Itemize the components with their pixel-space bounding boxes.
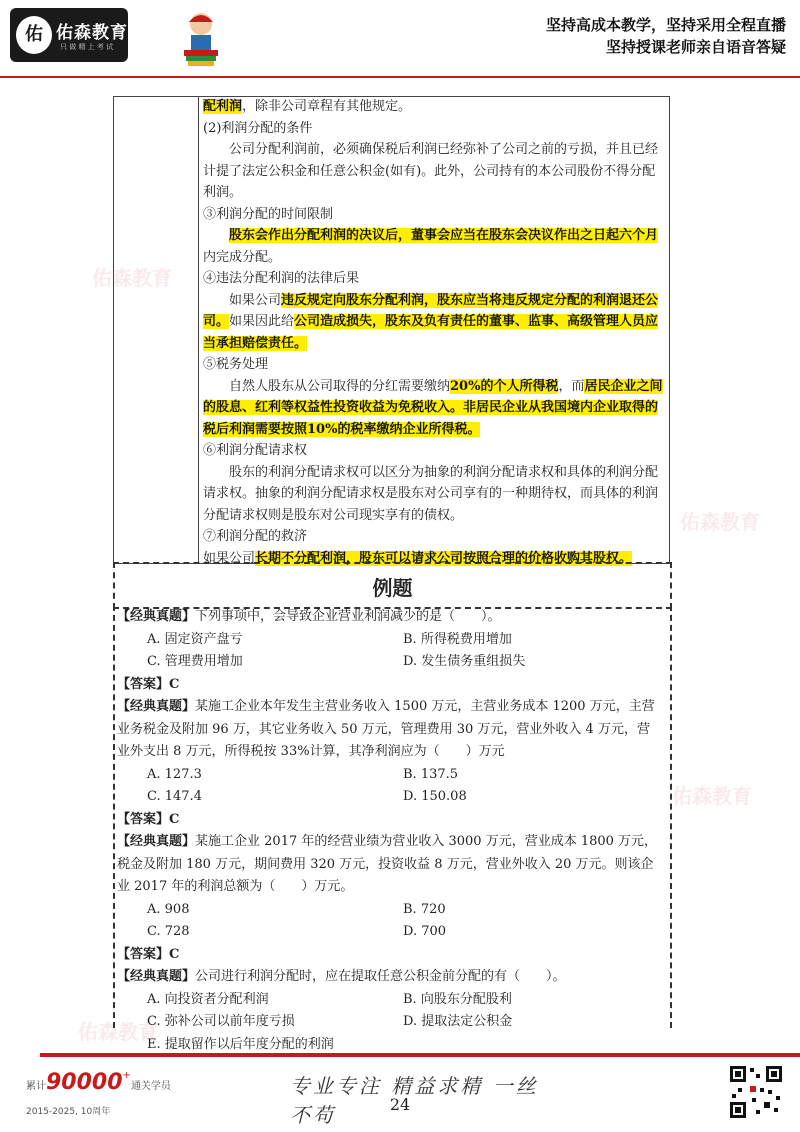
mascot-icon <box>178 8 224 68</box>
highlight: 配利润 <box>203 99 243 114</box>
section-text: 股东会作出分配利润的决议后，董事会应当在股东会决议作出之日起六个月内完成分配。 <box>203 228 659 265</box>
question-tag: 【经典真题】 <box>117 834 196 849</box>
option: C. 147.4 <box>147 789 202 804</box>
section-text: 股东的利润分配请求权可以区分为抽象的利润分配请求权和具体的利润分配请求权。抽象的利润分配请求权是股东对公司享有的一种期待权，而具体的利润分配请求权则是股东对公司现实享有的债权。 <box>203 464 659 523</box>
option: B. 137.5 <box>403 766 459 782</box>
option: A. 固定资产盘亏 <box>147 631 243 647</box>
question <box>117 696 662 764</box>
section-title: (2)利润分配的条件 <box>203 120 313 136</box>
footer-stat: 累计90000+通关学员 <box>26 1070 171 1095</box>
option: C. 弥补公司以前年度亏损 <box>147 1014 295 1029</box>
option: B. 所得税费用增加 <box>403 631 512 647</box>
options-row <box>117 921 662 944</box>
logo-tagline: 只 做 精 上 考 试 <box>60 43 114 51</box>
section-text: 如果公司违反规定向股东分配利润，股东应当将违反规定分配的利润退还公司。如果因此给公司造成损失，股东及负有责任的董事、监事、高级管理人员应当承担赔偿责任。 <box>203 292 659 351</box>
option: A. 向投资者分配利润 <box>147 991 269 1007</box>
logo-name: 佑森教育 <box>56 23 128 43</box>
option: A. 127.3 <box>147 766 202 782</box>
slogan-line-2: 坚持授课老师亲自语音答疑 <box>605 38 786 56</box>
section-text: 公司分配利润前，必须确保税后利润已经弥补了公司之前的亏损，并且已经计提了法定公积金和任意公积金(如有)。此外，公司持有的本公司股份不得分配利润。 <box>203 142 659 200</box>
options-row <box>117 629 662 652</box>
brand-logo <box>10 8 128 62</box>
watermark: 佑森教育 <box>78 1020 158 1044</box>
answer: 【答案】C <box>117 946 180 962</box>
option: B. 向股东分配股利 <box>403 991 512 1007</box>
section-title: ⑤税务处理 <box>203 357 269 372</box>
option: D. 发生债务重组损失 <box>403 654 526 669</box>
question-tag: 【经典真题】 <box>117 609 196 624</box>
section-title: ④违法分配利润的法律后果 <box>203 271 360 286</box>
example-title: 例题 <box>372 576 413 600</box>
answer: 【答案】C <box>117 811 180 827</box>
header-divider <box>0 76 800 78</box>
question <box>117 606 662 629</box>
options-row <box>117 989 662 1012</box>
page-header <box>0 0 800 78</box>
question-stem: 公司进行利润分配时，应在提取任意公积金前分配的有（ ）。 <box>195 969 566 984</box>
option: E. 提取留作以后年度分配的利润 <box>147 1036 334 1052</box>
options-row <box>117 651 662 674</box>
slogan <box>546 14 786 58</box>
slogan-line-1: 坚持高成本教学，坚持采用全程直播 <box>545 16 786 34</box>
option: C. 728 <box>147 924 190 939</box>
option: A. 908 <box>147 901 190 917</box>
option: B. 720 <box>403 901 446 917</box>
answer: 【答案】C <box>117 676 180 692</box>
option: C. 管理费用增加 <box>147 654 243 669</box>
section-text: 如果公司长期不分配利润，股东可以请求公司按照合理的价格收购其股权。 <box>203 550 633 566</box>
section-title: ⑥利润分配请求权 <box>203 443 308 458</box>
qr-code-icon <box>728 1064 784 1120</box>
logo-mark-icon: 佑 <box>16 16 52 54</box>
question-tag: 【经典真题】 <box>117 699 196 714</box>
content-line: 配利润，除非公司章程有其他规定。 <box>203 99 412 114</box>
options-row <box>117 764 662 787</box>
question-tag: 【经典真题】 <box>117 969 196 984</box>
questions-list <box>117 606 662 1056</box>
question <box>117 831 662 899</box>
option: D. 150.08 <box>403 789 467 804</box>
watermark: 佑森教育 <box>680 510 760 534</box>
footer-years: 2015-2025, 10周年 <box>26 1107 111 1117</box>
footer-motto: 专业专注 精益求精 一丝不苟 <box>290 1074 539 1127</box>
content-body <box>203 96 665 569</box>
table-column-divider <box>198 97 199 563</box>
section-text: 自然人股东从公司取得的分红需要缴纳20%的个人所得税，而居民企业之间的股息、红利等权益性投资收益为免税收入。非居民企业从我国境内企业取得的税后利润需要按照10%的税率缴纳企业所得税。 <box>203 378 663 437</box>
watermark: 佑森教育 <box>672 784 752 808</box>
options-row <box>117 1011 662 1034</box>
stat-number: 90000 <box>46 1070 123 1095</box>
question-stem: 某施工企业 2017 年的经营业绩为营业收入 3000 万元，营业成本 1800 万元，税金及附加 180 万元，期间费用 320 万元，投资收益 8 万元，营业外收入 20 万元。则该企业 2017 年的利润总额为（ ）万元。 <box>117 834 658 894</box>
option: D. 提取法定公积金 <box>403 1014 513 1029</box>
question <box>117 966 662 989</box>
section-title: ⑦利润分配的救济 <box>203 529 308 544</box>
footer-divider <box>40 1053 800 1057</box>
example-header-box <box>113 562 672 609</box>
options-row <box>117 786 662 809</box>
page-number: 24 <box>389 1095 411 1114</box>
question-stem: 下列事项中，会导致企业营业利润减少的是（ ）。 <box>195 609 501 624</box>
question-stem: 某施工企业本年发生主营业务收入 1500 万元，主营业务成本 1200 万元，主营业务税金及附加 96 万，其它业务收入 50 万元，管理费用 30 万元，营业外收入 4 万元，营业外支出 8 万元，所得税按 33%计算，其净利润应为（ ）万元 <box>117 699 655 759</box>
section-title: ③利润分配的时间限制 <box>203 206 334 222</box>
option: D. 700 <box>403 924 447 939</box>
options-row <box>117 899 662 922</box>
watermark: 佑森教育 <box>92 266 172 290</box>
